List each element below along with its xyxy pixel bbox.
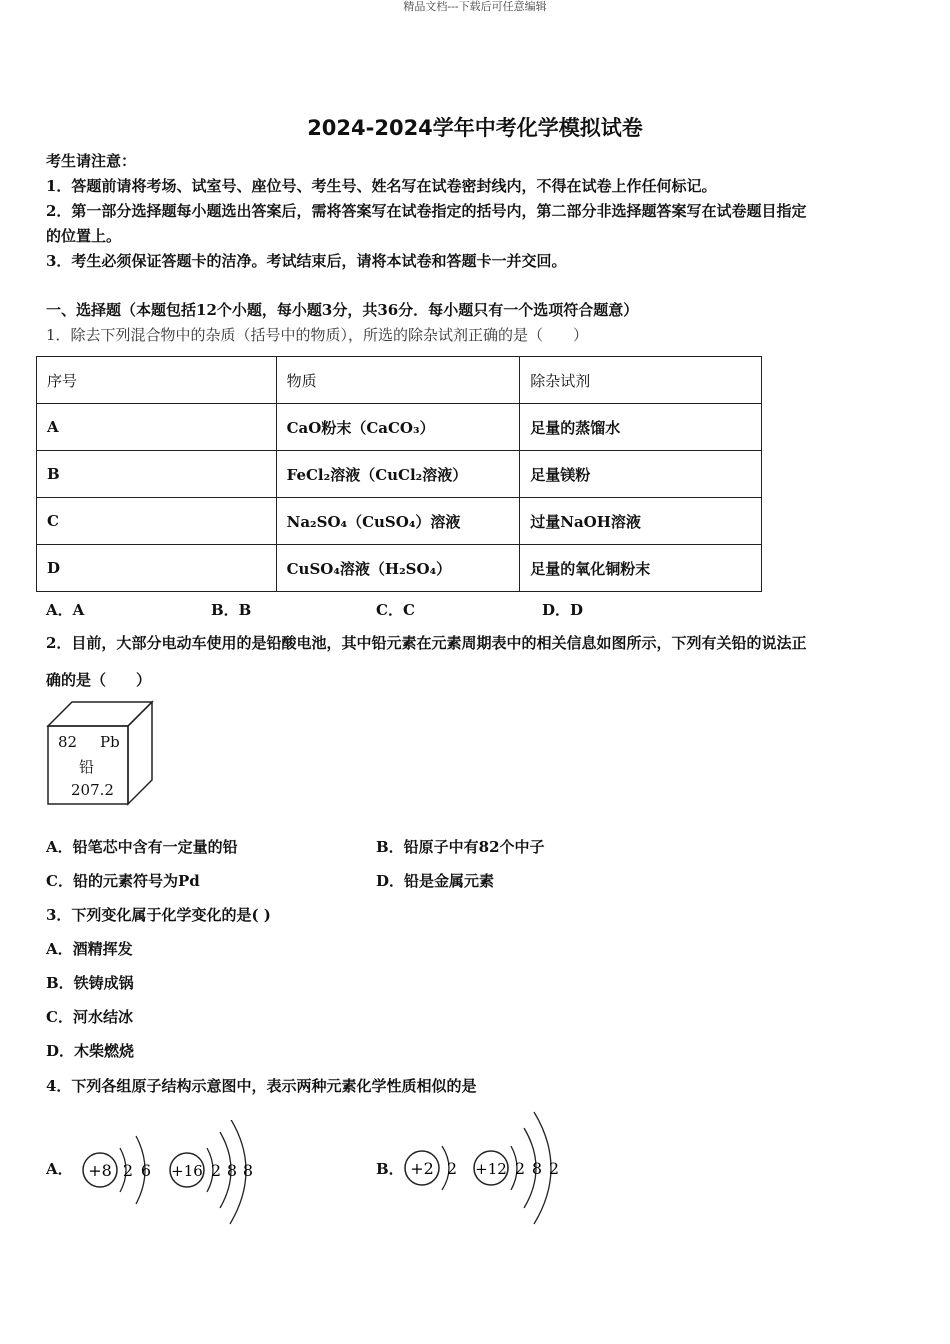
- q2-stem-line2: 确的是（ ）: [46, 671, 152, 689]
- nucleus-label: +12: [475, 1160, 507, 1178]
- q4-option-a-atoms: [70, 1120, 270, 1230]
- atom-diagram-oxygen: [83, 1136, 151, 1204]
- table-row: [37, 404, 762, 451]
- table-cell: C: [37, 498, 277, 545]
- shell-count: 2: [548, 1159, 560, 1178]
- q1-stem: 1．除去下列混合物中的杂质（括号中的物质），所选的除杂试剂正确的是（ ）: [46, 326, 589, 344]
- q4-option-b-label[interactable]: B．: [376, 1160, 404, 1178]
- q1-option-b[interactable]: B．B: [211, 601, 252, 619]
- q3-option-c[interactable]: C．河水结冰: [46, 1008, 133, 1026]
- q2-option-a[interactable]: A．铅笔芯中含有一定量的铅: [46, 838, 238, 856]
- atom-diagram-helium: [405, 1146, 457, 1190]
- q1-option-d[interactable]: D．D: [542, 601, 584, 619]
- shell-count: 8: [531, 1159, 543, 1178]
- table-header: 序号: [37, 357, 277, 404]
- nucleus-label: +16: [171, 1162, 203, 1180]
- table-header-row: [37, 357, 762, 404]
- q3-option-b[interactable]: B．铁铸成锅: [46, 974, 134, 992]
- element-symbol: Pb: [100, 733, 120, 751]
- atom-diagram-sulfur: [170, 1120, 253, 1224]
- atom-diagram-magnesium: [474, 1112, 559, 1224]
- table-cell: 足量的氧化铜粉末: [520, 545, 762, 592]
- q2-option-b[interactable]: B．铅原子中有82个中子: [376, 838, 545, 856]
- table-header: 物质: [276, 357, 520, 404]
- nucleus-label: +2: [410, 1159, 434, 1178]
- q3-option-a[interactable]: A．酒精挥发: [46, 940, 133, 958]
- element-card-lead: [46, 700, 154, 806]
- shell-count: 2: [122, 1161, 134, 1180]
- table-cell: CuSO₄溶液（H₂SO₄）: [276, 545, 520, 592]
- shell-count: 2: [446, 1159, 458, 1178]
- table-cell: A: [37, 404, 277, 451]
- header-note: 精品文档---下载后可任意编辑: [403, 0, 547, 13]
- q2-option-d[interactable]: D．铅是金属元素: [376, 872, 495, 890]
- element-mass: 207.2: [71, 781, 114, 799]
- q4-stem: 4．下列各组原子结构示意图中，表示两种元素化学性质相似的是: [46, 1077, 477, 1095]
- notice-heading: 考生请注意：: [46, 152, 137, 170]
- q4-option-a-label[interactable]: A．: [46, 1160, 73, 1178]
- table-cell: Na₂SO₄（CuSO₄）溶液: [276, 498, 520, 545]
- q4-option-b-atoms: [394, 1108, 574, 1228]
- q2-stem-line1: 2．目前，大部分电动车使用的是铅酸电池，其中铅元素在元素周期表中的相关信息如图所示，下列有关铅的说法正: [46, 634, 807, 652]
- table-cell: 足量镁粉: [520, 451, 762, 498]
- table-header: 除杂试剂: [520, 357, 762, 404]
- element-name: 铅: [79, 758, 95, 776]
- table-cell: 过量NaOH溶液: [520, 498, 762, 545]
- notice-item-3: 3．考生必须保证答题卡的洁净。考试结束后，请将本试卷和答题卡一并交回。: [46, 252, 567, 270]
- element-number: 82: [58, 733, 78, 751]
- section-heading: 一、选择题（本题包括12个小题，每小题3分，共36分．每小题只有一个选项符合题意）: [46, 301, 639, 319]
- table-cell: B: [37, 451, 277, 498]
- table-cell: 足量的蒸馏水: [520, 404, 762, 451]
- shell-count: 2: [514, 1159, 526, 1178]
- table-cell: CaO粉末（CaCO₃）: [276, 404, 520, 451]
- page-title: 2024-2024学年中考化学模拟试卷: [307, 116, 643, 140]
- table-row: [37, 451, 762, 498]
- q2-option-c[interactable]: C．铅的元素符号为Pd: [46, 872, 200, 890]
- notice-item-2: 2．第一部分选择题每小题选出答案后，需将答案写在试卷指定的括号内，第二部分非选择题答案写在试卷题目指定: [46, 202, 807, 220]
- q1-table: [36, 356, 762, 592]
- q1-option-a[interactable]: A．A: [46, 601, 85, 619]
- table-row: [37, 545, 762, 592]
- notice-item-2-cont: 的位置上。: [46, 227, 122, 245]
- q1-option-c[interactable]: C．C: [376, 601, 415, 619]
- nucleus-label: +8: [88, 1161, 112, 1180]
- shell-count: 8: [226, 1161, 238, 1180]
- notice-item-1: 1．答题前请将考场、试室号、座位号、考生号、姓名写在试卷密封线内，不得在试卷上作任何标记。: [46, 177, 717, 195]
- q3-option-d[interactable]: D．木柴燃烧: [46, 1042, 135, 1060]
- table-cell: FeCl₂溶液（CuCl₂溶液）: [276, 451, 520, 498]
- table-cell: D: [37, 545, 277, 592]
- table-row: [37, 498, 762, 545]
- shell-count: 8: [242, 1161, 254, 1180]
- q3-stem: 3．下列变化属于化学变化的是( ): [46, 906, 271, 924]
- shell-count: 2: [210, 1161, 222, 1180]
- shell-count: 6: [140, 1161, 152, 1180]
